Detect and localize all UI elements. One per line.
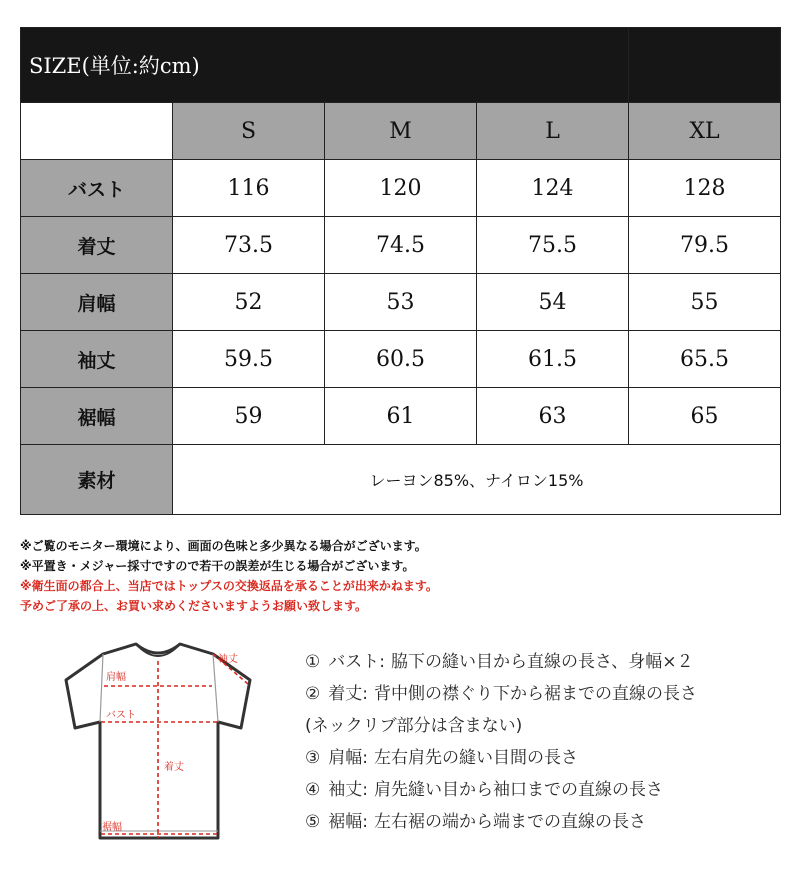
note-return-policy: ※衛生面の都合上、当店ではトップスの交換返品を承ることが出来かねます。 [20, 579, 438, 593]
cell-value: 55 [629, 274, 781, 331]
legend-desc: 背中側の襟ぐり下から裾までの直線の長さ [373, 684, 697, 704]
diagram-label-sleeve: 袖丈 [218, 654, 238, 665]
garment-diagram [48, 636, 268, 846]
cell-value: 124 [477, 160, 629, 217]
diagram-label-hem: 裾幅 [102, 822, 122, 833]
size-header-xl: XL [629, 103, 781, 160]
legend-desc: 脇下の縫い目から直線の長さ、身幅×２ [390, 652, 694, 672]
cell-value: 59 [173, 388, 325, 445]
cell-value: 65 [629, 388, 781, 445]
cell-value: 128 [629, 160, 781, 217]
legend-number: ③ [305, 748, 321, 768]
legend-item-note: (ネックリブ部分は含まない) [305, 716, 523, 736]
legend-number: ④ [305, 780, 321, 800]
size-table [20, 27, 781, 515]
table-row-bust [21, 160, 781, 217]
legend-number: ① [305, 652, 321, 672]
cell-value: 63 [477, 388, 629, 445]
table-row-length [21, 217, 781, 274]
legend-name: 着丈: [328, 684, 368, 704]
cell-value: 61 [325, 388, 477, 445]
legend-name: 袖丈: [328, 780, 368, 800]
tshirt-icon [48, 636, 268, 846]
cell-value: 53 [325, 274, 477, 331]
size-header-s: S [173, 103, 325, 160]
legend-name: 裾幅: [328, 812, 368, 832]
legend-desc: 左右裾の端から端までの直線の長さ [373, 812, 646, 832]
size-header-row [21, 103, 781, 160]
cell-value: 61.5 [477, 331, 629, 388]
legend-desc: 肩先縫い目から袖口までの直線の長さ [373, 780, 663, 800]
table-title-blank [629, 28, 781, 103]
legend-item-shoulder [305, 742, 785, 774]
corner-cell [21, 103, 173, 160]
cell-value: 75.5 [477, 217, 629, 274]
cell-value: 65.5 [629, 331, 781, 388]
row-label: 肩幅 [21, 274, 173, 331]
legend-item-sleeve [305, 774, 785, 806]
size-header-l: L [477, 103, 629, 160]
cell-value: 73.5 [173, 217, 325, 274]
cell-value: 74.5 [325, 217, 477, 274]
cell-value: 60.5 [325, 331, 477, 388]
diagram-label-bust: バスト [106, 710, 136, 721]
cell-value: 59.5 [173, 331, 325, 388]
table-row-sleeve [21, 331, 781, 388]
cell-value: 120 [325, 160, 477, 217]
row-label: 裾幅 [21, 388, 173, 445]
row-label: バスト [21, 160, 173, 217]
measurement-legend [305, 646, 785, 838]
table-row-material [21, 445, 781, 515]
note-measure: ※平置き・メジャー採寸ですので若干の誤差が生じる場合がございます。 [20, 559, 415, 573]
cell-value: 54 [477, 274, 629, 331]
table-title-row [21, 28, 781, 103]
cell-value: 79.5 [629, 217, 781, 274]
legend-number: ⑤ [305, 812, 321, 832]
legend-name: 肩幅: [328, 748, 368, 768]
legend-item-hem [305, 806, 785, 838]
legend-desc: 左右肩先の縫い目間の長さ [373, 748, 578, 768]
cell-value: 116 [173, 160, 325, 217]
diagram-label-length: 着丈 [164, 762, 184, 773]
legend-item-length [305, 678, 785, 710]
note-monitor: ※ご覧のモニター環境により、画面の色味と多少異なる場合がございます。 [20, 539, 427, 553]
size-header-m: M [325, 103, 477, 160]
legend-number: ② [305, 684, 321, 704]
table-title: SIZE(単位:約cm) [21, 28, 629, 103]
row-label: 着丈 [21, 217, 173, 274]
table-row-shoulder [21, 274, 781, 331]
table-row-hem [21, 388, 781, 445]
row-label: 袖丈 [21, 331, 173, 388]
legend-name: バスト: [328, 652, 385, 672]
row-label: 素材 [21, 445, 173, 515]
note-acknowledge: 予めご了承の上、お買い求めくださいますようお願い致します。 [20, 599, 368, 613]
notes [20, 536, 780, 616]
legend-item-bust [305, 646, 785, 678]
cell-value: 52 [173, 274, 325, 331]
diagram-label-shoulder: 肩幅 [106, 672, 126, 683]
material-value: レーヨン85%、ナイロン15% [173, 445, 781, 515]
